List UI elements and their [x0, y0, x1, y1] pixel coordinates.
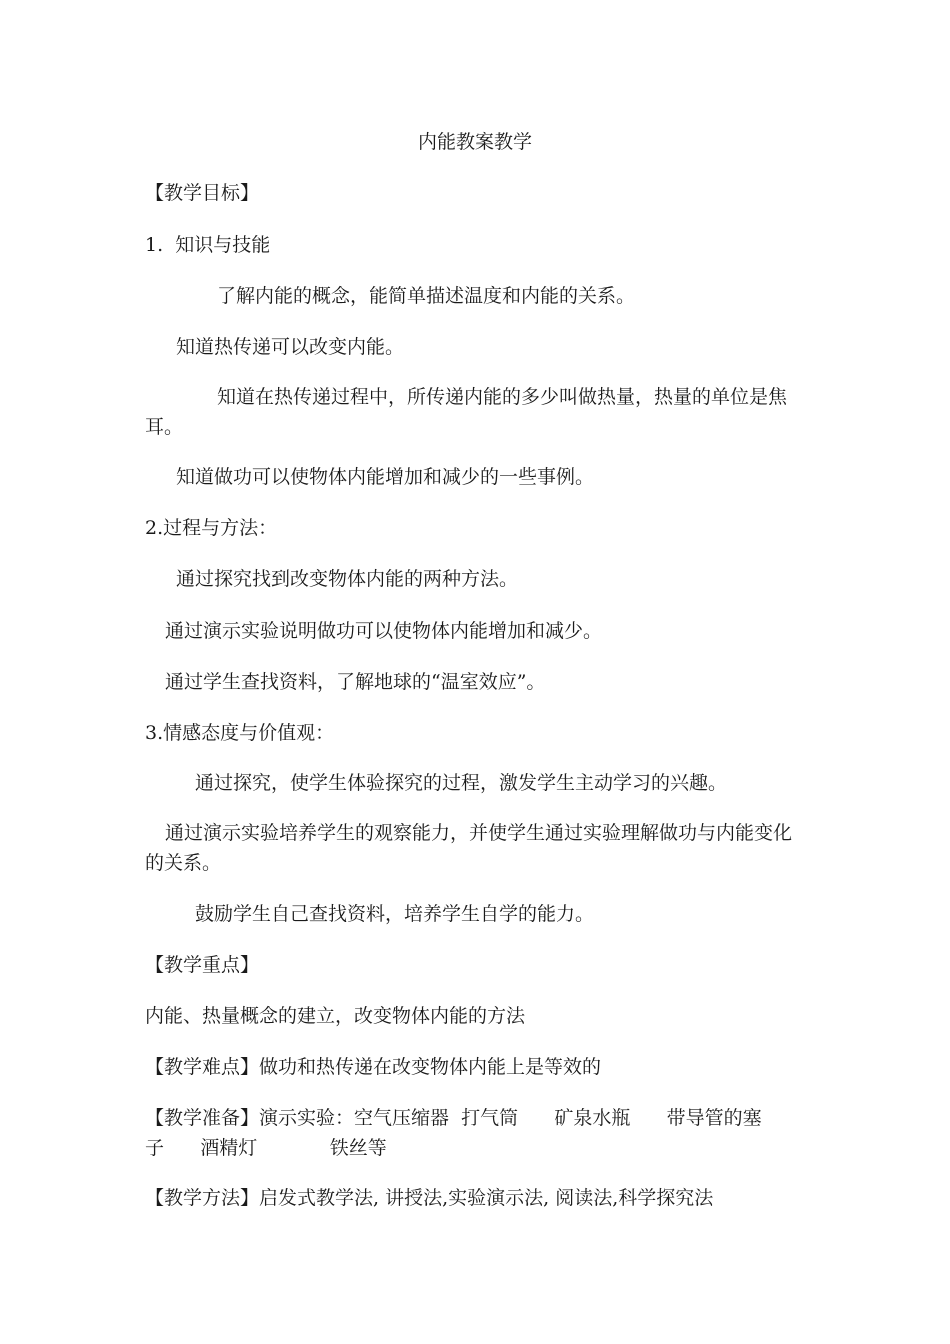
difficulty-text: 做功和热传递在改变物体内能上是等效的: [259, 1056, 602, 1078]
goal1-item-2: 知道热传递可以改变内能。: [176, 336, 405, 358]
goal1-item-4: 知道做功可以使物体内能增加和减少的一些事例。: [176, 466, 595, 488]
goal2-item-2: 通过演示实验说明做功可以使物体内能增加和减少。: [165, 620, 603, 642]
teaching-goals-heading: 【教学目标】: [145, 182, 260, 204]
goal1-item-1: 了解内能的概念，能简单描述温度和内能的关系。: [217, 285, 636, 307]
goal1-heading: 1. 知识与技能: [145, 234, 271, 256]
document-title: 内能教案教学: [417, 131, 532, 153]
goal2-item-1: 通过探究找到改变物体内能的两种方法。: [176, 568, 519, 590]
difficulty-label: 【教学难点】: [145, 1056, 260, 1078]
methods-text: 启发式教学法, 讲授法,实验演示法, 阅读法,科学探究法: [259, 1187, 714, 1209]
goal2-item-3: 通过学生查找资料，了解地球的“温室效应”。: [165, 671, 546, 693]
preparation-label: 【教学准备】: [145, 1107, 260, 1129]
preparation-line-2: 子 酒精灯 铁丝等: [145, 1137, 387, 1159]
goal1-item-3: 知道在热传递过程中，所传递内能的多少叫做热量，热量的单位是焦耳。: [145, 386, 788, 438]
difficulty-line: [145, 1052, 810, 1082]
goal2-heading: 2.过程与方法：: [145, 517, 278, 539]
preparation-line-1: [145, 1103, 810, 1133]
methods-label: 【教学方法】: [145, 1187, 260, 1209]
goal3-item-3: 鼓励学生自己查找资料，培养学生自学的能力。: [195, 903, 595, 925]
key-points-heading: 【教学重点】: [145, 954, 260, 976]
goal3-heading: 3.情感态度与价值观：: [145, 722, 335, 744]
preparation-text-1: 演示实验：空气压缩器 打气筒 矿泉水瓶 带导管的塞: [259, 1107, 762, 1129]
goal3-item-1: 通过探究，使学生体验探究的过程，激发学生主动学习的兴趣。: [195, 772, 728, 794]
methods-line: [145, 1183, 810, 1213]
key-points-text: 内能、热量概念的建立，改变物体内能的方法: [145, 1005, 526, 1027]
goal3-item-2: 通过演示实验培养学生的观察能力，并使学生通过实验理解做功与内能变化的关系。: [145, 822, 793, 874]
